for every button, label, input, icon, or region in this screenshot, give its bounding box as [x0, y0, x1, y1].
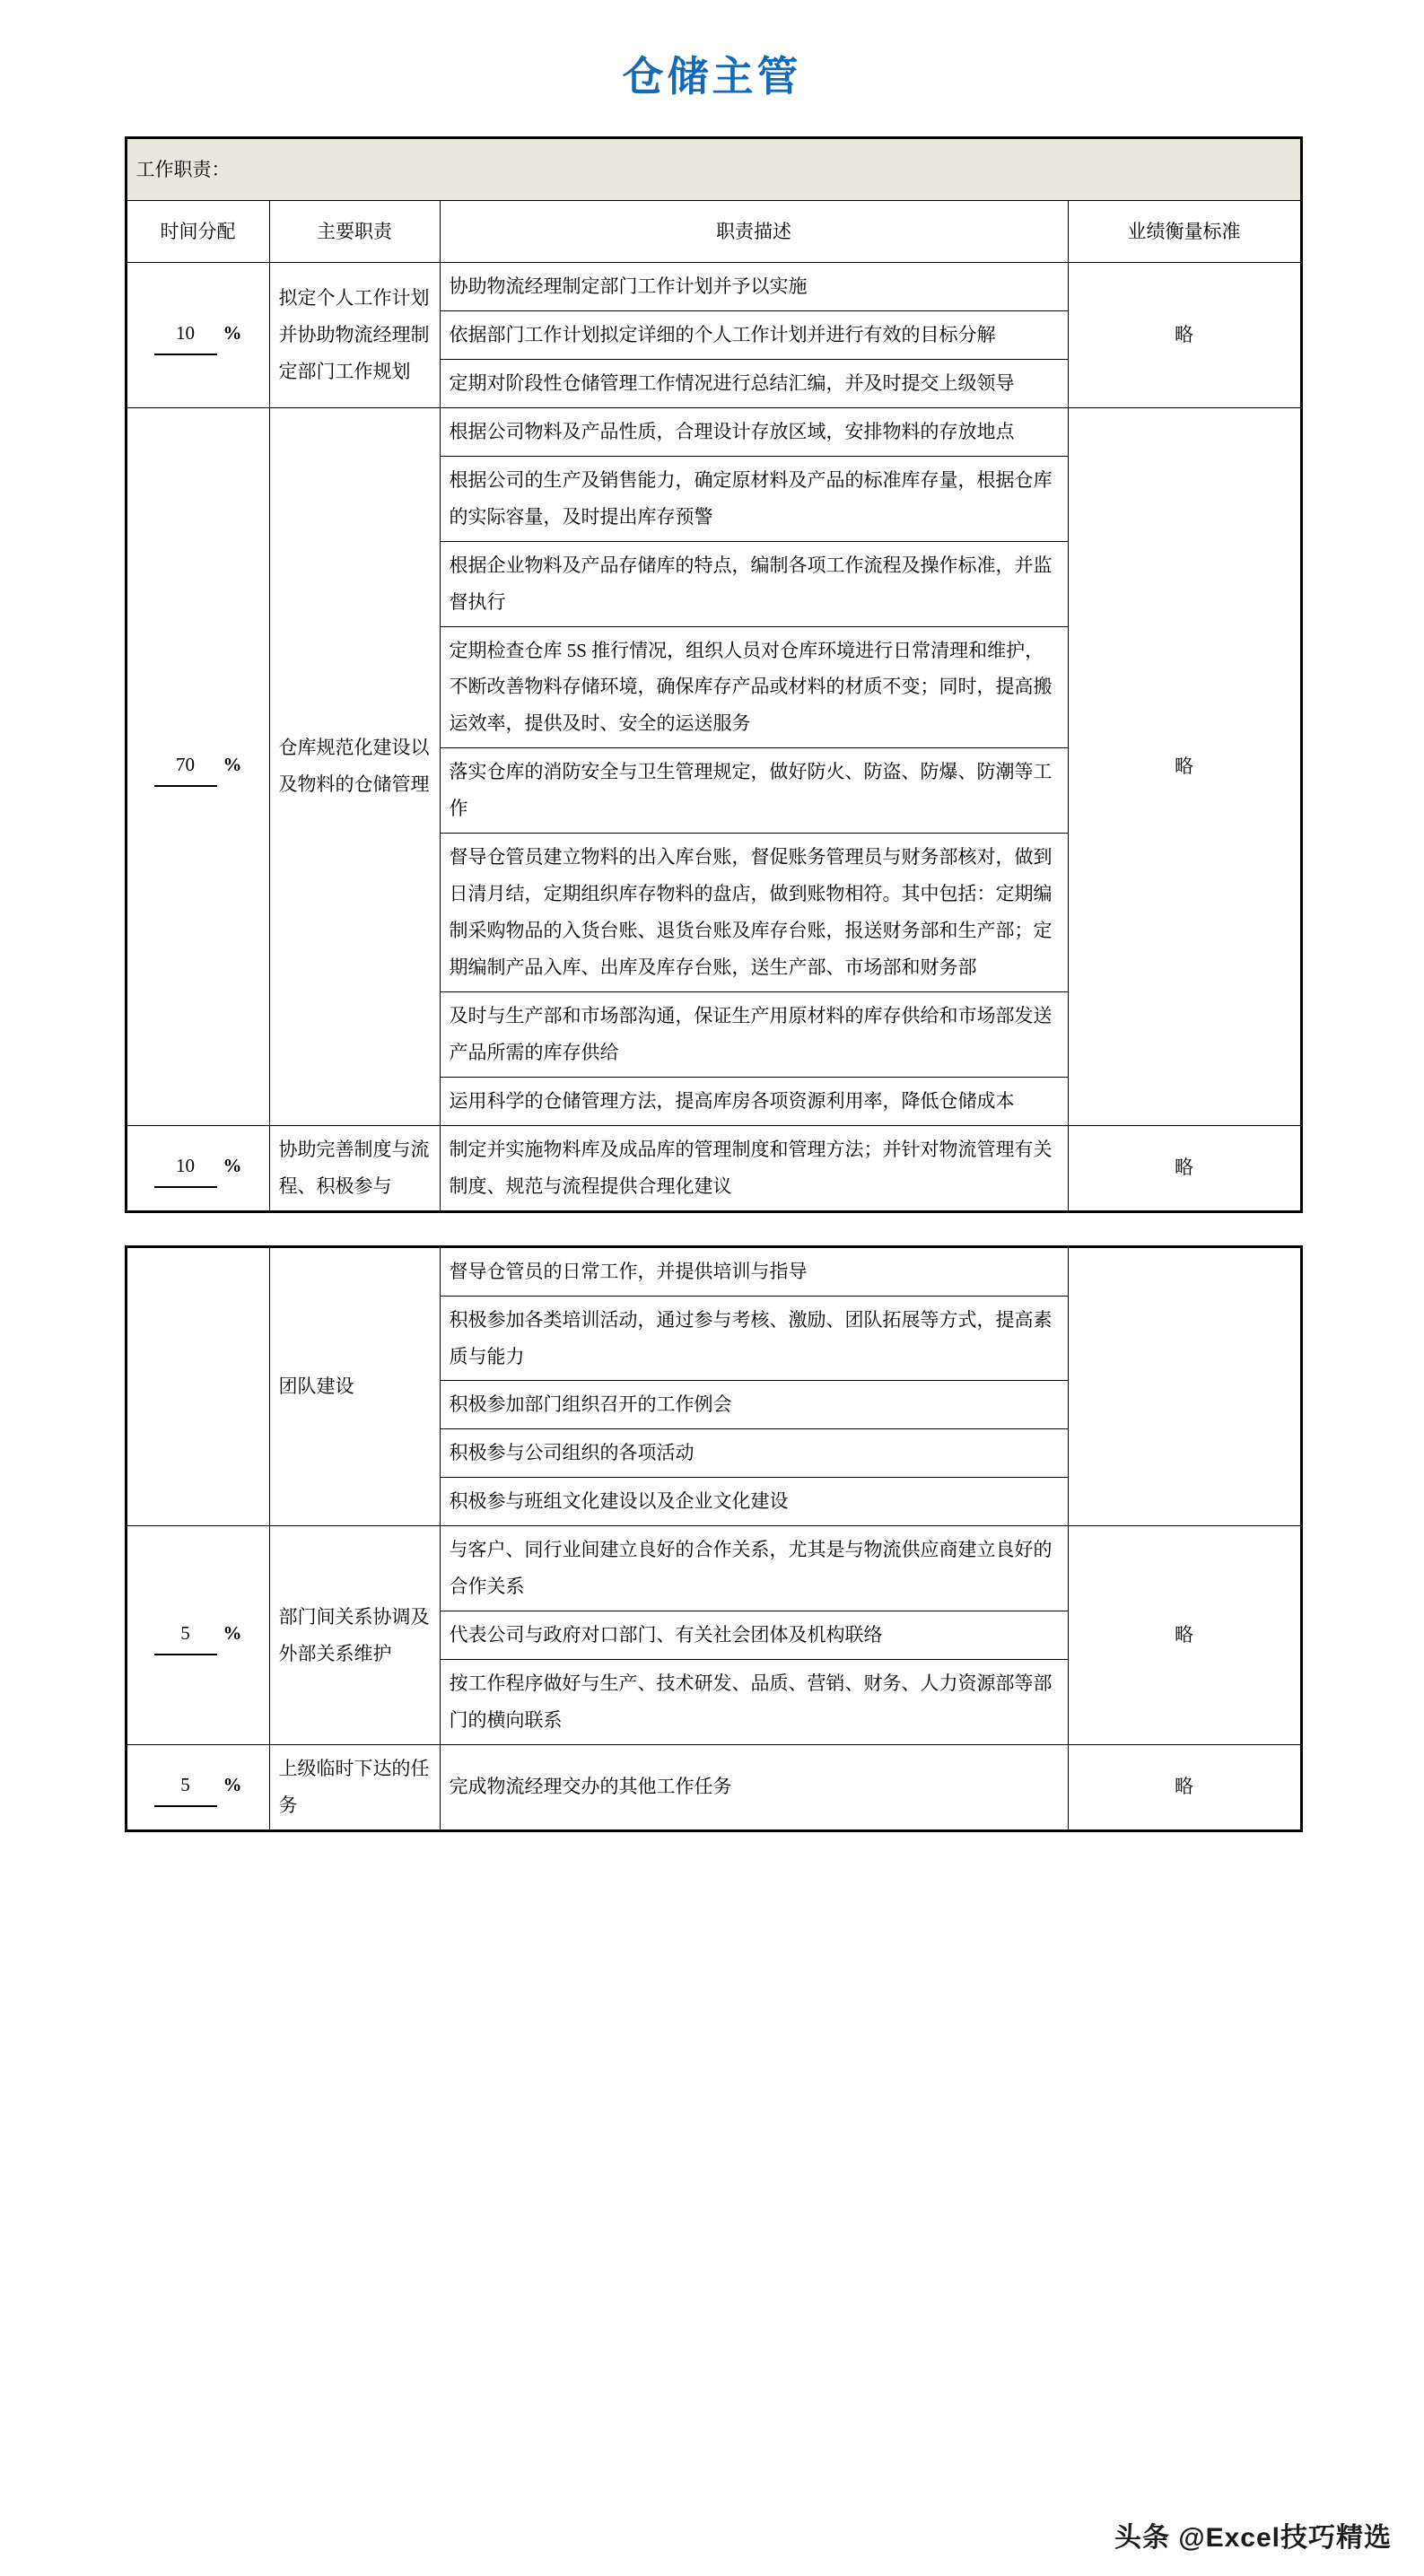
duty-description-cell: 积极参加部门组织召开的工作例会 — [440, 1381, 1068, 1429]
duty-description-cell: 定期检查仓库 5S 推行情况，组织人员对仓库环境进行日常清理和维护，不断改善物料存储环境，确保库存产品或材料的材质不变；同时，提高搬运效率，提供及时、安全的运送服务 — [440, 626, 1068, 748]
duty-description-cell: 依据部门工作计划拟定详细的个人工作计划并进行有效的目标分解 — [440, 310, 1068, 359]
time-allocation-value: 10 — [154, 315, 217, 355]
table-row — [126, 263, 1301, 311]
duty-description-cell: 与客户、同行业间建立良好的合作关系，尤其是与物流供应商建立良好的合作关系 — [440, 1526, 1068, 1611]
table-row — [126, 1526, 1301, 1611]
column-header-desc: 职责描述 — [440, 201, 1068, 263]
time-allocation-value: 5 — [154, 1767, 217, 1807]
duty-description-cell: 督导仓管员建立物料的出入库台账，督促账务管理员与财务部核对，做到日清月结，定期组织库存物料的盘店，做到账物相符。其中包括：定期编制采购物品的入货台账、退货台账及库存台账，报送财务部和生产部；定期编制产品入库、出库及库存台账，送生产部、市场部和财务部 — [440, 834, 1068, 992]
performance-standard-cell: 略 — [1068, 407, 1301, 1125]
time-allocation-cell — [126, 1125, 269, 1211]
job-duties-table-two — [125, 1245, 1303, 1832]
main-duty-cell: 团队建设 — [269, 1246, 440, 1526]
duty-description-cell: 协助物流经理制定部门工作计划并予以实施 — [440, 263, 1068, 311]
column-header-kpi: 业绩衡量标准 — [1068, 201, 1301, 263]
duty-description-cell: 根据公司的生产及销售能力，确定原材料及产品的标准库存量，根据仓库的实际容量，及时提出库存预警 — [440, 456, 1068, 541]
table-row — [126, 1744, 1301, 1830]
duty-description-cell: 按工作程序做好与生产、技术研发、品质、营销、财务、人力资源部等部门的横向联系 — [440, 1660, 1068, 1745]
main-duty-cell: 部门间关系协调及外部关系维护 — [269, 1526, 440, 1745]
section-banner-row — [126, 138, 1301, 201]
duty-description-cell: 落实仓库的消防安全与卫生管理规定，做好防火、防盗、防爆、防潮等工作 — [440, 748, 1068, 834]
time-allocation-cell — [126, 263, 269, 408]
time-allocation-value: 70 — [154, 747, 217, 787]
job-duties-table-block-one — [125, 136, 1300, 1213]
time-allocation-cell — [126, 1744, 269, 1830]
table-row — [126, 1246, 1301, 1296]
duty-description-cell: 积极参与班组文化建设以及企业文化建设 — [440, 1478, 1068, 1526]
performance-standard-cell: 略 — [1068, 1526, 1301, 1745]
duty-description-cell: 定期对阶段性仓储管理工作情况进行总结汇编，并及时提交上级领导 — [440, 359, 1068, 407]
main-duty-cell: 上级临时下达的任务 — [269, 1744, 440, 1830]
performance-standard-cell: 略 — [1068, 1125, 1301, 1211]
duty-description-cell: 代表公司与政府对口部门、有关社会团体及机构联络 — [440, 1611, 1068, 1660]
table-row — [126, 1125, 1301, 1211]
section-banner-label: 工作职责： — [126, 138, 1301, 201]
column-header-time: 时间分配 — [126, 201, 269, 263]
column-header-row — [126, 201, 1301, 263]
percent-sign: % — [223, 1622, 242, 1645]
main-duty-cell: 仓库规范化建设以及物料的仓储管理 — [269, 407, 440, 1125]
time-allocation-cell — [126, 1526, 269, 1745]
time-allocation-value: 5 — [154, 1615, 217, 1655]
column-header-duty: 主要职责 — [269, 201, 440, 263]
duty-description-cell: 督导仓管员的日常工作，并提供培训与指导 — [440, 1246, 1068, 1296]
performance-standard-cell — [1068, 1246, 1301, 1526]
main-duty-cell: 拟定个人工作计划并协助物流经理制定部门工作规划 — [269, 263, 440, 408]
duty-description-cell: 根据企业物料及产品存储库的特点，编制各项工作流程及操作标准，并监督执行 — [440, 541, 1068, 626]
duty-description-cell: 运用科学的仓储管理方法，提高库房各项资源利用率，降低仓储成本 — [440, 1077, 1068, 1125]
job-duties-table-one — [125, 136, 1303, 1213]
percent-sign: % — [223, 753, 242, 775]
percent-sign: % — [223, 1155, 242, 1177]
job-duties-table-block-two — [125, 1245, 1300, 1832]
table-row — [126, 407, 1301, 456]
duty-description-cell: 根据公司物料及产品性质，合理设计存放区域，安排物料的存放地点 — [440, 407, 1068, 456]
page-title: 仓储主管 — [622, 53, 802, 100]
time-allocation-cell — [126, 407, 269, 1125]
duty-description-cell: 积极参加各类培训活动，通过参与考核、激励、团队拓展等方式，提高素质与能力 — [440, 1296, 1068, 1381]
main-duty-cell: 协助完善制度与流程、积极参与 — [269, 1125, 440, 1211]
percent-sign: % — [223, 321, 242, 344]
percent-sign: % — [223, 1774, 242, 1796]
time-allocation-value: 10 — [154, 1148, 217, 1188]
time-allocation-cell — [126, 1246, 269, 1526]
duty-description-cell: 积极参与公司组织的各项活动 — [440, 1429, 1068, 1478]
watermark: 头条 @Excel技巧精选 — [1114, 2523, 1392, 2553]
duty-description-cell: 及时与生产部和市场部沟通，保证生产用原材料的库存供给和市场部发送产品所需的库存供给 — [440, 991, 1068, 1077]
performance-standard-cell: 略 — [1068, 1744, 1301, 1830]
duty-description-cell: 完成物流经理交办的其他工作任务 — [440, 1744, 1068, 1830]
performance-standard-cell: 略 — [1068, 263, 1301, 408]
duty-description-cell: 制定并实施物料库及成品库的管理制度和管理方法；并针对物流管理有关制度、规范与流程提供合理化建议 — [440, 1125, 1068, 1211]
